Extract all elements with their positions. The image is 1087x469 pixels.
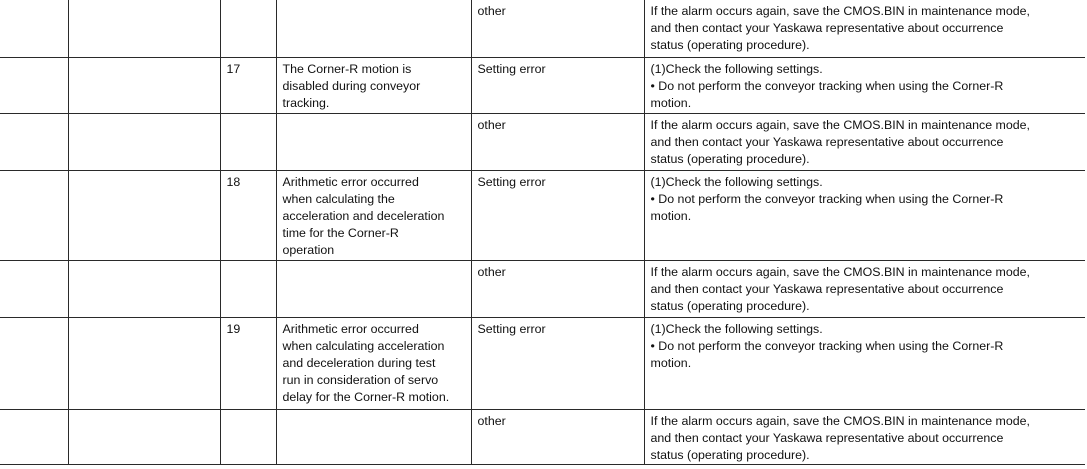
- sub-code-cell: 18: [220, 170, 276, 260]
- table-row: [0, 57, 1085, 113]
- remedy-cell: If the alarm occurs again, save the CMOS.BIN in maintenance mode, and then contact your Yaskawa representative about occurrence status (operating procedure).: [644, 260, 1085, 317]
- remedy-cell: (1)Check the following settings. • Do not perform the conveyor tracking when using the Corner-R motion.: [644, 317, 1085, 409]
- alarm-name-cell: [68, 57, 220, 113]
- alarm-name-cell: [68, 113, 220, 170]
- meaning-cell: [276, 260, 471, 317]
- sub-code-cell: [220, 260, 276, 317]
- sub-code-cell: 19: [220, 317, 276, 409]
- alarm-name-cell: [68, 170, 220, 260]
- alarm-name-cell: [68, 0, 220, 57]
- table-row: [0, 409, 1085, 464]
- meaning-cell: The Corner-R motion is disabled during conveyor tracking.: [276, 57, 471, 113]
- remedy-cell: (1)Check the following settings. • Do not perform the conveyor tracking when using the Corner-R motion.: [644, 57, 1085, 113]
- table-row: [0, 170, 1085, 260]
- alarm-code-cell: [0, 113, 68, 170]
- sub-code-cell: [220, 113, 276, 170]
- alarm-code-cell: [0, 57, 68, 113]
- remedy-cell: If the alarm occurs again, save the CMOS.BIN in maintenance mode, and then contact your Yaskawa representative about occurrence status (operating procedure).: [644, 0, 1085, 57]
- meaning-cell: Arithmetic error occurred when calculating acceleration and deceleration during test run in consideration of servo delay for the Corner-R motion.: [276, 317, 471, 409]
- cause-cell: other: [471, 409, 644, 464]
- table-row: [0, 0, 1085, 57]
- remedy-cell: (1)Check the following settings. • Do not perform the conveyor tracking when using the Corner-R motion.: [644, 170, 1085, 260]
- meaning-cell: [276, 0, 471, 57]
- meaning-cell: [276, 113, 471, 170]
- cause-cell: Setting error: [471, 57, 644, 113]
- remedy-cell: If the alarm occurs again, save the CMOS.BIN in maintenance mode, and then contact your Yaskawa representative about occurrence status (operating procedure).: [644, 409, 1085, 464]
- alarm-name-cell: [68, 409, 220, 464]
- alarm-code-cell: [0, 0, 68, 57]
- sub-code-cell: 17: [220, 57, 276, 113]
- alarm-code-cell: [0, 260, 68, 317]
- table-row: [0, 260, 1085, 317]
- alarm-code-cell: [0, 409, 68, 464]
- cause-cell: other: [471, 0, 644, 57]
- cause-cell: other: [471, 260, 644, 317]
- cause-cell: Setting error: [471, 317, 644, 409]
- sub-code-cell: [220, 0, 276, 57]
- alarm-code-cell: [0, 170, 68, 260]
- alarm-name-cell: [68, 260, 220, 317]
- sub-code-cell: [220, 409, 276, 464]
- table-row: [0, 317, 1085, 409]
- table-row: [0, 113, 1085, 170]
- alarm-name-cell: [68, 317, 220, 409]
- alarm-code-cell: [0, 317, 68, 409]
- cause-cell: Setting error: [471, 170, 644, 260]
- remedy-cell: If the alarm occurs again, save the CMOS.BIN in maintenance mode, and then contact your Yaskawa representative about occurrence status (operating procedure).: [644, 113, 1085, 170]
- cause-cell: other: [471, 113, 644, 170]
- meaning-cell: Arithmetic error occurred when calculating the acceleration and deceleration time for the Corner-R operation: [276, 170, 471, 260]
- meaning-cell: [276, 409, 471, 464]
